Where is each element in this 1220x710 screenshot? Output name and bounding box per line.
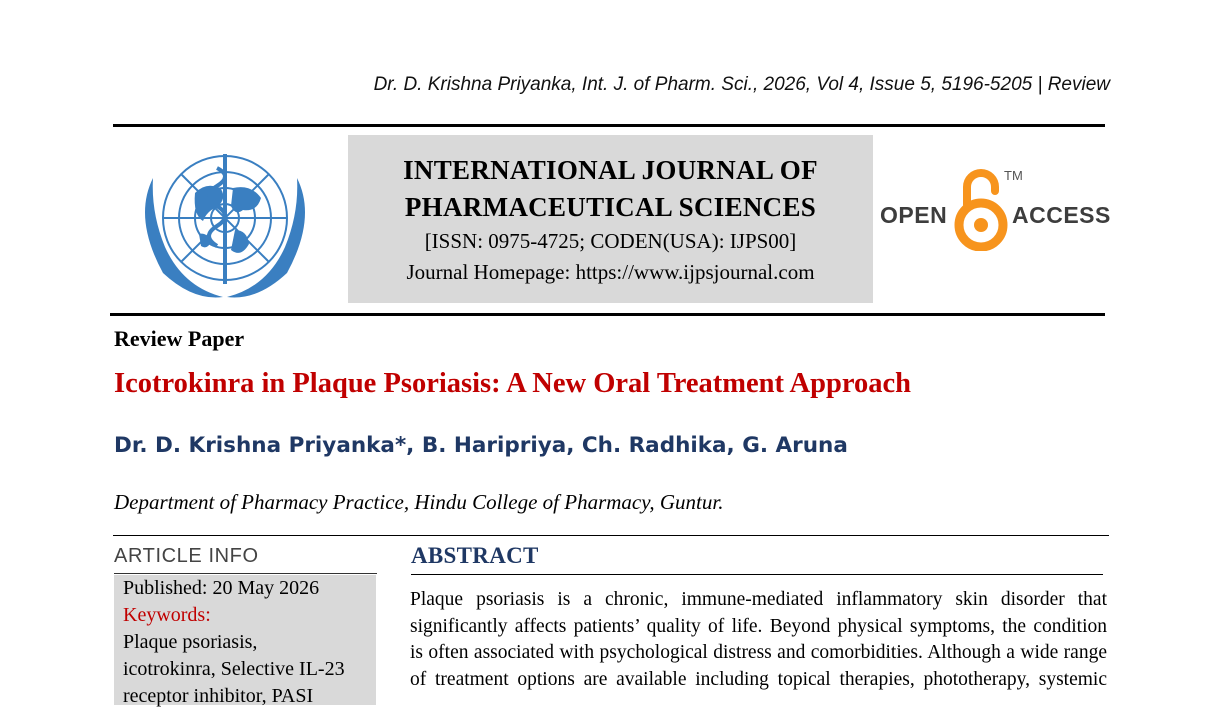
journal-name-line1: INTERNATIONAL JOURNAL OF	[403, 155, 818, 185]
abstract-rule	[411, 574, 1103, 575]
paper-title: Icotrokinra in Plaque Psoriasis: A New Oral Treatment Approach	[114, 368, 911, 399]
header-rule-top	[113, 124, 1105, 127]
open-access-access-text: ACCESS	[1012, 202, 1111, 228]
open-access-open-text: OPEN	[880, 202, 948, 228]
abstract-line: is often associated with psychological distress and comorbidities. Although a wide range	[410, 642, 1107, 663]
keyword-line: receptor inhibitor, PASI	[123, 685, 314, 707]
abstract-heading: ABSTRACT	[411, 543, 539, 568]
published-date: Published: 20 May 2026	[123, 577, 320, 599]
trademark-mark: TM	[1004, 168, 1023, 183]
abstract-line: of treatment options are available including topical therapies, phototherapy, systemic	[410, 668, 1107, 690]
journal-issn: [ISSN: 0975-4725; CODEN(USA): IJPS00]	[424, 229, 797, 253]
journal-homepage: Journal Homepage: https://www.ijpsjournal.com	[406, 260, 815, 284]
article-info-rule	[114, 573, 377, 574]
keyword-line: Plaque psoriasis,	[123, 631, 258, 653]
author-affiliation: Department of Pharmacy Practice, Hindu College of Pharmacy, Guntur.	[114, 490, 724, 514]
open-access-lock-icon	[953, 165, 1009, 251]
journal-title-box	[348, 135, 873, 303]
open-access-logo	[880, 165, 1110, 255]
abstract-line: Plaque psoriasis is a chronic, immune-mediated inflammatory skin disorder that	[410, 589, 1107, 610]
section-divider	[113, 535, 1109, 536]
abstract-body	[410, 587, 1107, 693]
article-info-box	[114, 575, 376, 705]
header-rule-bottom	[110, 313, 1105, 316]
abstract-line: significantly affects patients’ quality of life. Beyond physical symptoms, the condition	[410, 615, 1107, 637]
journal-name-line2: PHARMACEUTICAL SCIENCES	[404, 192, 817, 222]
keyword-line: icotrokinra, Selective IL-23	[123, 658, 345, 680]
keywords-label: Keywords:	[123, 604, 211, 626]
journal-emblem-logo	[125, 138, 325, 308]
article-info-heading: ARTICLE INFO	[114, 545, 259, 567]
running-citation: Dr. D. Krishna Priyanka, Int. J. of Pharm. Sci., 2026, Vol 4, Issue 5, 5196-5205 | Review	[373, 74, 1110, 95]
paper-authors: Dr. D. Krishna Priyanka*, B. Haripriya, Ch. Radhika, G. Aruna	[114, 433, 848, 458]
paper-type: Review Paper	[114, 326, 245, 351]
